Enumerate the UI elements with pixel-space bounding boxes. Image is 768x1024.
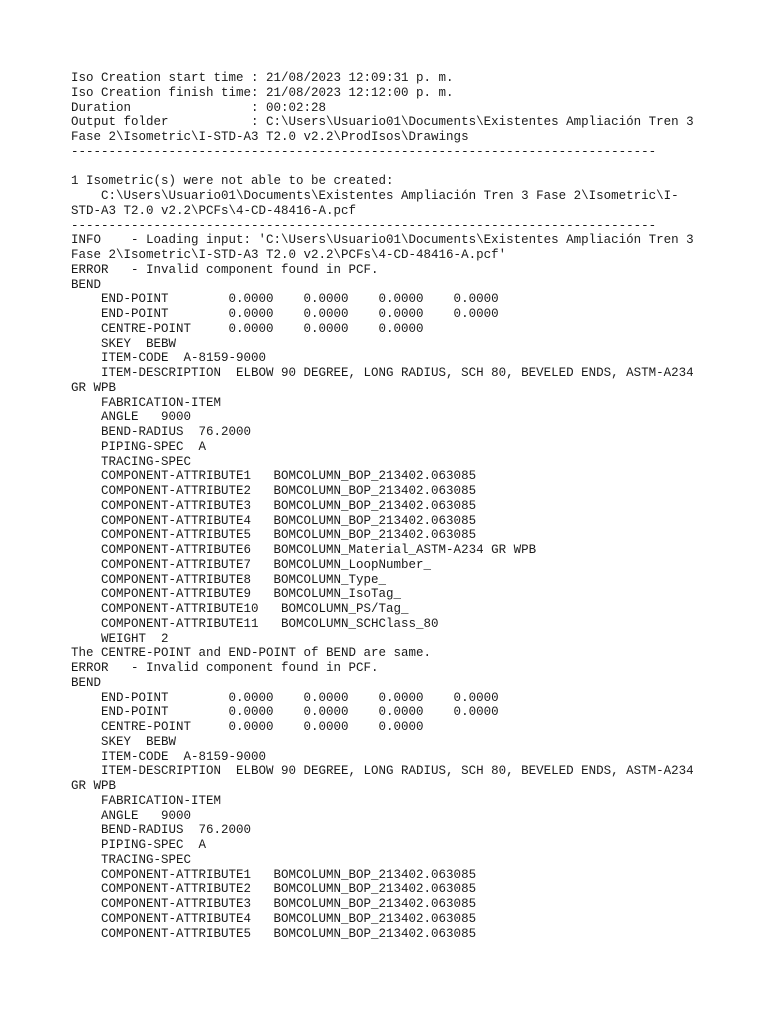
log-line: COMPONENT-ATTRIBUTE3 BOMCOLUMN_BOP_213402.063085 [71, 498, 477, 513]
log-line: BEND [71, 277, 102, 292]
log-line: COMPONENT-ATTRIBUTE5 BOMCOLUMN_BOP_213402.063085 [71, 528, 477, 543]
log-line: GR WPB [71, 779, 117, 793]
log-line: ------------------------------------------------------------------------------ [71, 144, 657, 159]
log-line: Iso Creation finish time: 21/08/2023 12:12:00 p. m. [71, 85, 454, 100]
log-line: PIPING-SPEC A [71, 838, 207, 852]
log-line: ITEM-CODE A-8159-9000 [71, 351, 267, 366]
log-line: END-POINT 0.0000 0.0000 0.0000 0.0000 [71, 292, 499, 307]
log-line: GR WPB [71, 380, 117, 395]
log-line: SKEY BEBW [71, 734, 177, 749]
log-line: COMPONENT-ATTRIBUTE3 BOMCOLUMN_BOP_213402.063085 [71, 897, 477, 911]
log-line: TRACING-SPEC [71, 454, 192, 469]
log-line: COMPONENT-ATTRIBUTE6 BOMCOLUMN_Material_ASTM-A234 GR WPB [71, 543, 537, 557]
log-line: INFO - Loading input: 'C:\Users\Usuario01\Documents\Existentes Ampliación Tren 3 [71, 233, 694, 248]
log-line: COMPONENT-ATTRIBUTE8 BOMCOLUMN_Type_ [71, 572, 387, 587]
log-line: Duration : 00:02:28 [71, 100, 327, 115]
log-line: COMPONENT-ATTRIBUTE5 BOMCOLUMN_BOP_213402.063085 [71, 926, 477, 941]
log-line: C:\Users\Usuario01\Documents\Existentes Ampliación Tren 3 Fase 2\Isometric\I- [71, 189, 679, 203]
log-line: COMPONENT-ATTRIBUTE11 BOMCOLUMN_SCHClass_80 [71, 616, 439, 631]
log-line: Fase 2\Isometric\I-STD-A3 T2.0 v2.2\ProdIsos\Drawings [71, 130, 469, 144]
log-line: TRACING-SPEC [71, 852, 192, 867]
log-line: PIPING-SPEC A [71, 439, 207, 454]
log-line: COMPONENT-ATTRIBUTE2 BOMCOLUMN_BOP_213402.063085 [71, 882, 477, 897]
log-line: ANGLE 9000 [71, 808, 192, 823]
log-line: COMPONENT-ATTRIBUTE4 BOMCOLUMN_BOP_213402.063085 [71, 513, 477, 528]
log-line: CENTRE-POINT 0.0000 0.0000 0.0000 [71, 321, 424, 336]
log-line: ANGLE 9000 [71, 410, 192, 425]
log-line: FABRICATION-ITEM [71, 793, 222, 808]
log-line: COMPONENT-ATTRIBUTE9 BOMCOLUMN_IsoTag_ [71, 587, 402, 602]
log-line: Output folder : C:\Users\Usuario01\Documents\Existentes Ampliación Tren 3 [71, 115, 694, 130]
log-line: BEND-RADIUS 76.2000 [71, 823, 252, 838]
log-line: SKEY BEBW [71, 336, 177, 351]
log-line: ERROR - Invalid component found in PCF. [71, 262, 379, 277]
log-line: STD-A3 T2.0 v2.2\PCFs\4-CD-48416-A.pcf [71, 203, 357, 218]
log-line: ITEM-DESCRIPTION ELBOW 90 DEGREE, LONG RADIUS, SCH 80, BEVELED ENDS, ASTM-A234 [71, 764, 694, 779]
log-document [71, 71, 768, 941]
log-line: COMPONENT-ATTRIBUTE1 BOMCOLUMN_BOP_213402.063085 [71, 867, 477, 882]
log-line: COMPONENT-ATTRIBUTE7 BOMCOLUMN_LoopNumber_ [71, 557, 432, 572]
log-line: BEND-RADIUS 76.2000 [71, 425, 252, 439]
log-line: COMPONENT-ATTRIBUTE2 BOMCOLUMN_BOP_213402.063085 [71, 484, 477, 498]
log-line: The CENTRE-POINT and END-POINT of BEND are same. [71, 646, 432, 661]
log-line: BEND [71, 675, 102, 690]
log-line: ITEM-CODE A-8159-9000 [71, 749, 267, 764]
log-line: END-POINT 0.0000 0.0000 0.0000 0.0000 [71, 307, 499, 321]
log-line: COMPONENT-ATTRIBUTE10 BOMCOLUMN_PS/Tag_ [71, 602, 409, 616]
log-line: FABRICATION-ITEM [71, 395, 222, 410]
log-line [71, 160, 768, 175]
log-line: END-POINT 0.0000 0.0000 0.0000 0.0000 [71, 690, 499, 705]
log-line: ------------------------------------------------------------------------------ [71, 218, 657, 233]
log-line: COMPONENT-ATTRIBUTE4 BOMCOLUMN_BOP_213402.063085 [71, 911, 477, 926]
log-line: 1 Isometric(s) were not able to be created: [71, 174, 394, 189]
log-line: Fase 2\Isometric\I-STD-A3 T2.0 v2.2\PCFs\4-CD-48416-A.pcf' [71, 248, 507, 262]
log-line: WEIGHT 2 [71, 631, 169, 646]
log-line: ERROR - Invalid component found in PCF. [71, 661, 379, 675]
log-line: Iso Creation start time : 21/08/2023 12:09:31 p. m. [71, 71, 454, 85]
log-line: COMPONENT-ATTRIBUTE1 BOMCOLUMN_BOP_213402.063085 [71, 469, 477, 484]
log-line: ITEM-DESCRIPTION ELBOW 90 DEGREE, LONG RADIUS, SCH 80, BEVELED ENDS, ASTM-A234 [71, 366, 694, 380]
log-line: END-POINT 0.0000 0.0000 0.0000 0.0000 [71, 705, 499, 720]
log-line: CENTRE-POINT 0.0000 0.0000 0.0000 [71, 720, 424, 734]
